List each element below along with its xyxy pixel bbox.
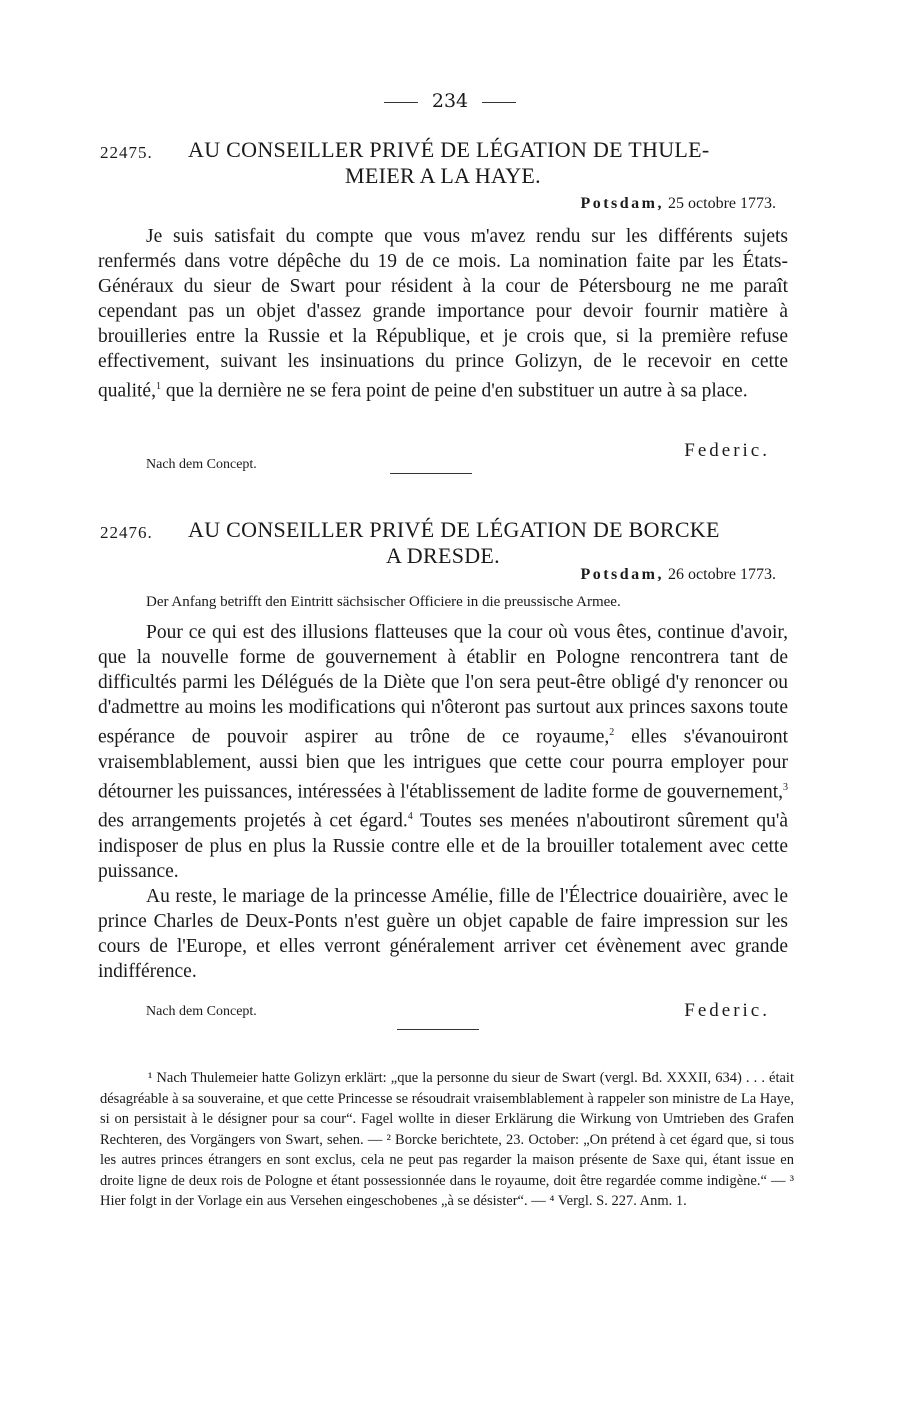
letter-1-title (98, 137, 788, 189)
letter-2-summary: Der Anfang betrifft den Eintritt sächsischer Officiere in die preussische Armee. (146, 594, 621, 610)
letter-2-source: Nach dem Concept. (146, 1004, 257, 1019)
letter-2-text-a: Pour ce qui est des illusions flatteuses que la cour où vous êtes, continue d'avoir, que la nouvelle forme de gouvernement à établir en Pologne rencontrera tant de difficultés parmi les Délégués de la Diète que l'on sera peut-être obligé d'y renoncer ou d'admettre au moins les modifications qui n'ôteront pas surtout aux princes saxons toute espérance de pouvoir aspirer au trône de ce royaume, (98, 622, 788, 748)
letter-1-signature: Federic. (684, 440, 770, 461)
page-header (0, 90, 900, 112)
letter-1-dateline (580, 195, 776, 213)
footnotes-text: ¹ Nach Thulemeier hatte Golizyn erklärt: „que la personne du sieur de Swart (vergl. Bd. XXXII, 634) . . . était désagréable à sa souveraine, et que cette Princesse se résoudrait vraisemblablement à rappeler son ministre de La Haye, si on persistait à le désigner pour sa cour“. Fagel wollte in dieser Erklärung die Wirkung von Umtrieben des Grafen Rechteren, des Vorgängers von Swart, sehen. — ² Borcke berichtete, 23. October: „On prétend à cet égard que, si tous les autres princes étrangers en sont exclus, cela ne peut pas regarder la maison présente de Saxe qui, étant issue en droite ligne de deux rois de Pologne et étant possessionnée dans le royaume, doit être regardée comme indigène.“ — ³ Hier folgt in der Vorlage ein aus Versehen eingeschobenes „à se désister“. — ⁴ Vergl. S. 227. Anm. 1. (100, 1070, 794, 1209)
letter-1-body (98, 224, 788, 404)
letter-1-source: Nach dem Concept. (146, 457, 257, 472)
letter-2-body (98, 620, 788, 984)
letter-2-date: 26 octobre 1773. (668, 566, 776, 583)
page-number: 234 (431, 90, 469, 112)
letter-1-text: Je suis satisfait du compte que vous m'avez rendu sur les différents sujets renfermés dans votre dépêche du 19 de ce mois. La nomination faite par les États-Généraux du sieur de Swart pour résident à la cour de Pétersbourg ne me paraît cependant pas un objet d'assez grande importance pour devoir fournir matière à brouilleries entre la Russie et la République, et je crois que, si la première refuse effectivement, suivant les insinuations du prince Golizyn, de le recevoir en cette qualité, (98, 226, 788, 402)
letter-1-text-end: que la dernière ne se fera point de peine d'en substituer un autre à sa place. (165, 380, 748, 402)
letter-2-divider (397, 1029, 479, 1030)
letter-1-date: 25 octobre 1773. (668, 195, 776, 212)
letter-2-paragraph-2: Au reste, le mariage de la princesse Amélie, fille de l'Électrice douairière, avec le prince Charles de Deux-Ponts n'est guère un objet capable de faire impression sur les cours de l'Europe, et elles verront généralement arriver cet évènement avec grande indifférence. (98, 885, 788, 982)
letter-2-number: 22476. (100, 523, 153, 542)
letter-1-place: Potsdam, (580, 195, 665, 212)
letter-2-title (98, 517, 788, 569)
letter-1-title-line-1: AU CONSEILLER PRIVÉ DE LÉGATION DE THULE- (188, 137, 710, 162)
letter-2-text-c: des arrangements projetés à cet égard. (98, 810, 408, 832)
footnote-marker-4: 4 (407, 811, 413, 822)
letter-1-title-line-2: MEIER A LA HAYE. (345, 163, 541, 188)
letter-2-text-b: elles s'évanouiront vraisemblablement, aussi bien que les intrigues que cette cour pourra employer pour détourner les puissances, intéressées à l'établissement de ladite forme de gouvernement, (98, 726, 788, 802)
header-dash-right (482, 102, 516, 103)
letter-2-dateline (580, 566, 776, 584)
letter-1-number: 22475. (100, 143, 153, 162)
footnote-marker-2: 2 (609, 727, 615, 738)
header-dash-left (384, 102, 418, 103)
letter-1-divider (390, 473, 472, 474)
footnote-marker-1: 1 (155, 381, 161, 392)
letter-2-title-line-2: A DRESDE. (386, 543, 500, 568)
letter-2-paragraph-1 (98, 620, 788, 884)
letter-2-signature: Federic. (684, 1000, 770, 1021)
letter-2-text-d: Toutes ses menées n'aboutiront sûrement qu'à indisposer de plus en plus la Russie contre elle et de la brouiller totalement avec cette puissance. (98, 810, 789, 882)
footnote-marker-3: 3 (783, 781, 788, 793)
letter-1-paragraph (98, 224, 788, 404)
letter-2-title-line-1: AU CONSEILLER PRIVÉ DE LÉGATION DE BORCKE (188, 517, 720, 542)
footnotes (100, 1068, 794, 1212)
letter-2-place: Potsdam, (580, 566, 665, 583)
